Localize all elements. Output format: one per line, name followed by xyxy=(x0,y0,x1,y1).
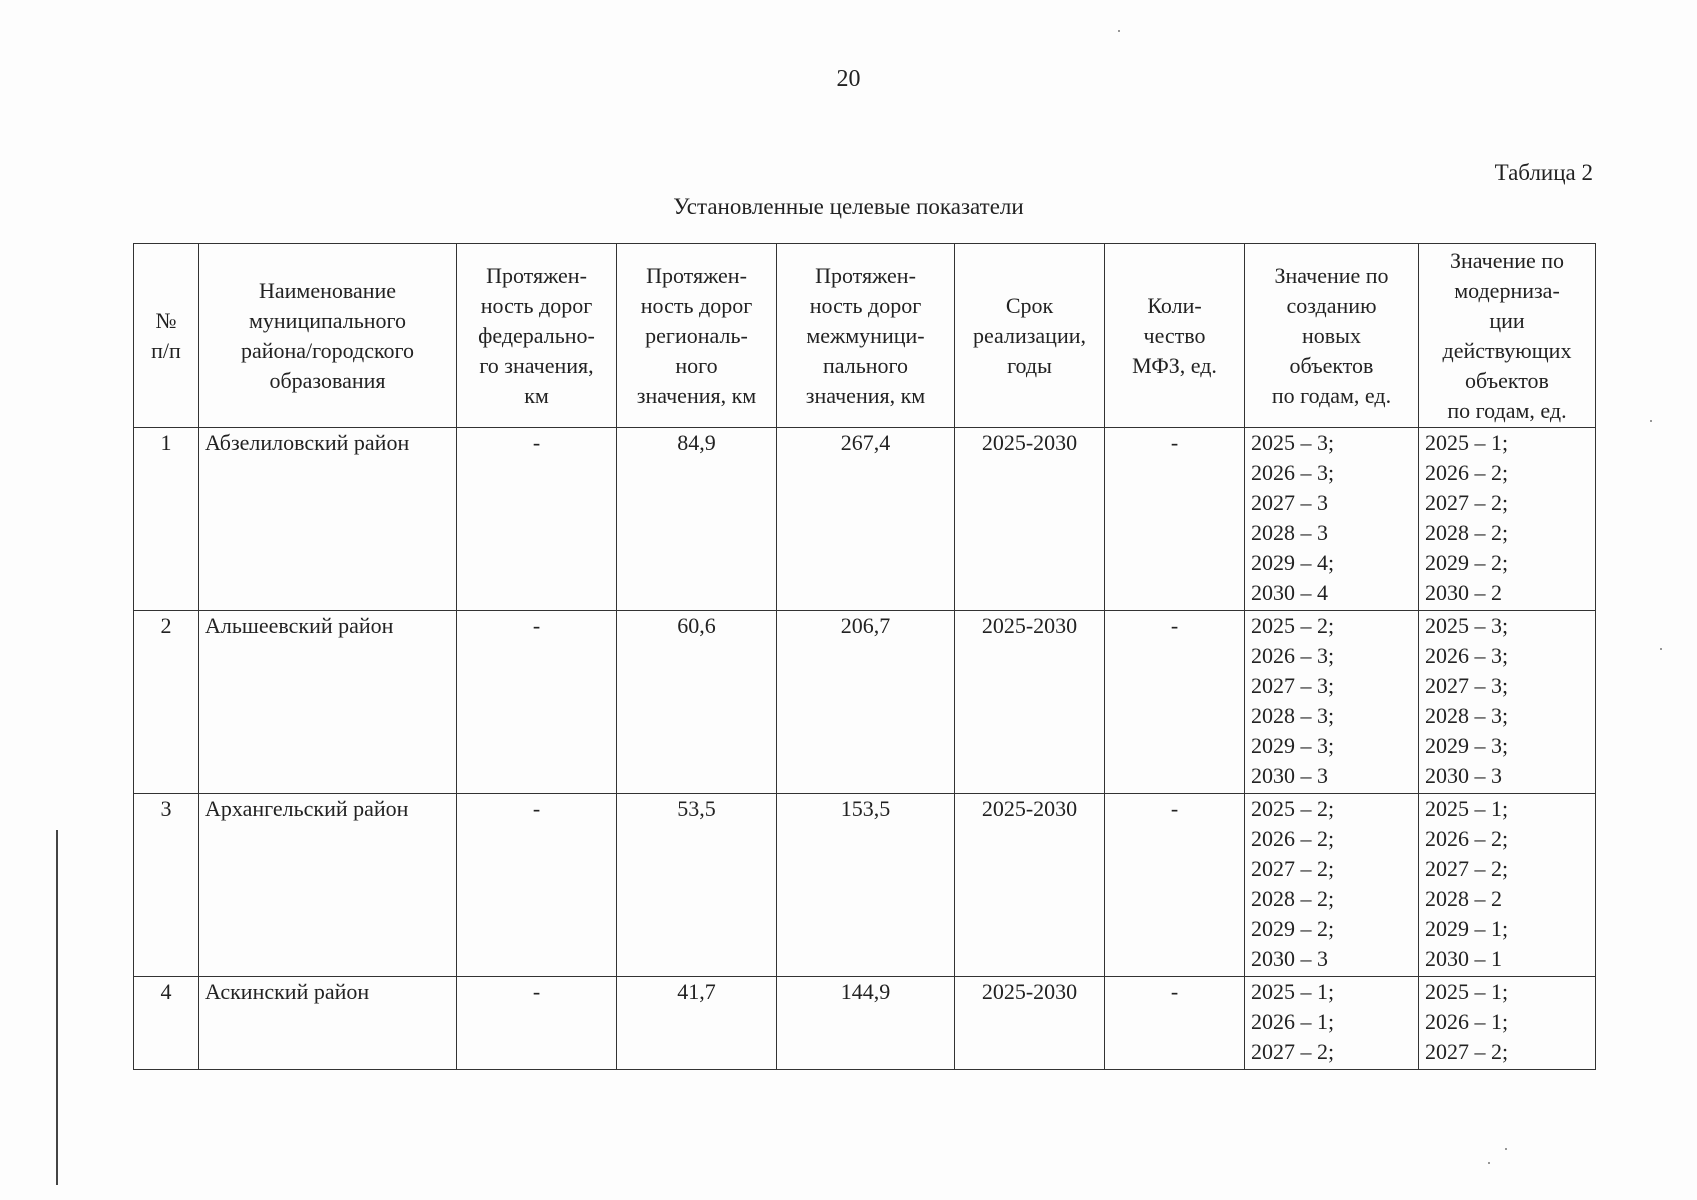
new-objects-list: 2025 – 1; 2026 – 1; 2027 – 2; xyxy=(1245,977,1419,1070)
table-row xyxy=(134,611,1596,794)
row-number: 4 xyxy=(134,977,199,1070)
regional-roads-value: 84,9 xyxy=(617,428,777,611)
district-name: Архангельский район xyxy=(199,794,457,977)
intermunicipal-roads-value: 153,5 xyxy=(777,794,955,977)
district-name: Абзелиловский район xyxy=(199,428,457,611)
scan-speck xyxy=(1488,1162,1490,1164)
mfz-value: - xyxy=(1105,611,1245,794)
scan-margin-line xyxy=(56,830,58,1185)
header-cell-mfz: Коли- чество МФЗ, ед. xyxy=(1105,244,1245,428)
intermunicipal-roads-value: 267,4 xyxy=(777,428,955,611)
federal-roads-value: - xyxy=(457,977,617,1070)
period-value: 2025-2030 xyxy=(955,977,1105,1070)
header-cell-name: Наименование муниципального района/городского образования xyxy=(199,244,457,428)
federal-roads-value: - xyxy=(457,428,617,611)
table-row xyxy=(134,428,1596,611)
table-row xyxy=(134,794,1596,977)
regional-roads-value: 60,6 xyxy=(617,611,777,794)
mfz-value: - xyxy=(1105,794,1245,977)
period-value: 2025-2030 xyxy=(955,428,1105,611)
period-value: 2025-2030 xyxy=(955,611,1105,794)
period-value: 2025-2030 xyxy=(955,794,1105,977)
header-cell-regional: Протяжен- ность дорог региональ- ного значения, км xyxy=(617,244,777,428)
scan-speck xyxy=(1118,30,1120,32)
scan-speck xyxy=(1660,648,1662,650)
header-cell-period: Срок реализации, годы xyxy=(955,244,1105,428)
modernization-list: 2025 – 1; 2026 – 1; 2027 – 2; xyxy=(1419,977,1596,1070)
federal-roads-value: - xyxy=(457,794,617,977)
intermunicipal-roads-value: 144,9 xyxy=(777,977,955,1070)
modernization-list: 2025 – 1; 2026 – 2; 2027 – 2; 2028 – 2; 2029 – 2; 2030 – 2 xyxy=(1419,428,1596,611)
mfz-value: - xyxy=(1105,977,1245,1070)
header-cell-federal: Протяжен- ность дорог федерально- го значения, км xyxy=(457,244,617,428)
header-row xyxy=(134,244,1596,428)
row-number: 1 xyxy=(134,428,199,611)
header-cell-number: № п/п xyxy=(134,244,199,428)
table-label: Таблица 2 xyxy=(1494,160,1593,185)
modernization-list: 2025 – 3; 2026 – 3; 2027 – 3; 2028 – 3; 2029 – 3; 2030 – 3 xyxy=(1419,611,1596,794)
new-objects-list: 2025 – 2; 2026 – 3; 2027 – 3; 2028 – 3; 2029 – 3; 2030 – 3 xyxy=(1245,611,1419,794)
scan-speck xyxy=(1650,420,1652,422)
intermunicipal-roads-value: 206,7 xyxy=(777,611,955,794)
header-cell-modernization: Значение по модерниза- ции действующих объектов по годам, ед. xyxy=(1419,244,1596,428)
page-number: 20 xyxy=(836,66,861,92)
modernization-list: 2025 – 1; 2026 – 2; 2027 – 2; 2028 – 2 2029 – 1; 2030 – 1 xyxy=(1419,794,1596,977)
regional-roads-value: 41,7 xyxy=(617,977,777,1070)
table-row xyxy=(134,977,1596,1070)
table-title: Установленные целевые показатели xyxy=(673,194,1024,219)
new-objects-list: 2025 – 3; 2026 – 3; 2027 – 3 2028 – 3 2029 – 4; 2030 – 4 xyxy=(1245,428,1419,611)
row-number: 3 xyxy=(134,794,199,977)
mfz-value: - xyxy=(1105,428,1245,611)
district-name: Альшеевский район xyxy=(199,611,457,794)
new-objects-list: 2025 – 2; 2026 – 2; 2027 – 2; 2028 – 2; 2029 – 2; 2030 – 3 xyxy=(1245,794,1419,977)
targets-table xyxy=(133,243,1596,1070)
header-cell-new-objects: Значение по созданию новых объектов по годам, ед. xyxy=(1245,244,1419,428)
header-cell-intermunicipal: Протяжен- ность дорог межмуници- пального значения, км xyxy=(777,244,955,428)
scan-speck xyxy=(1505,1148,1507,1150)
regional-roads-value: 53,5 xyxy=(617,794,777,977)
federal-roads-value: - xyxy=(457,611,617,794)
row-number: 2 xyxy=(134,611,199,794)
district-name: Аскинский район xyxy=(199,977,457,1070)
